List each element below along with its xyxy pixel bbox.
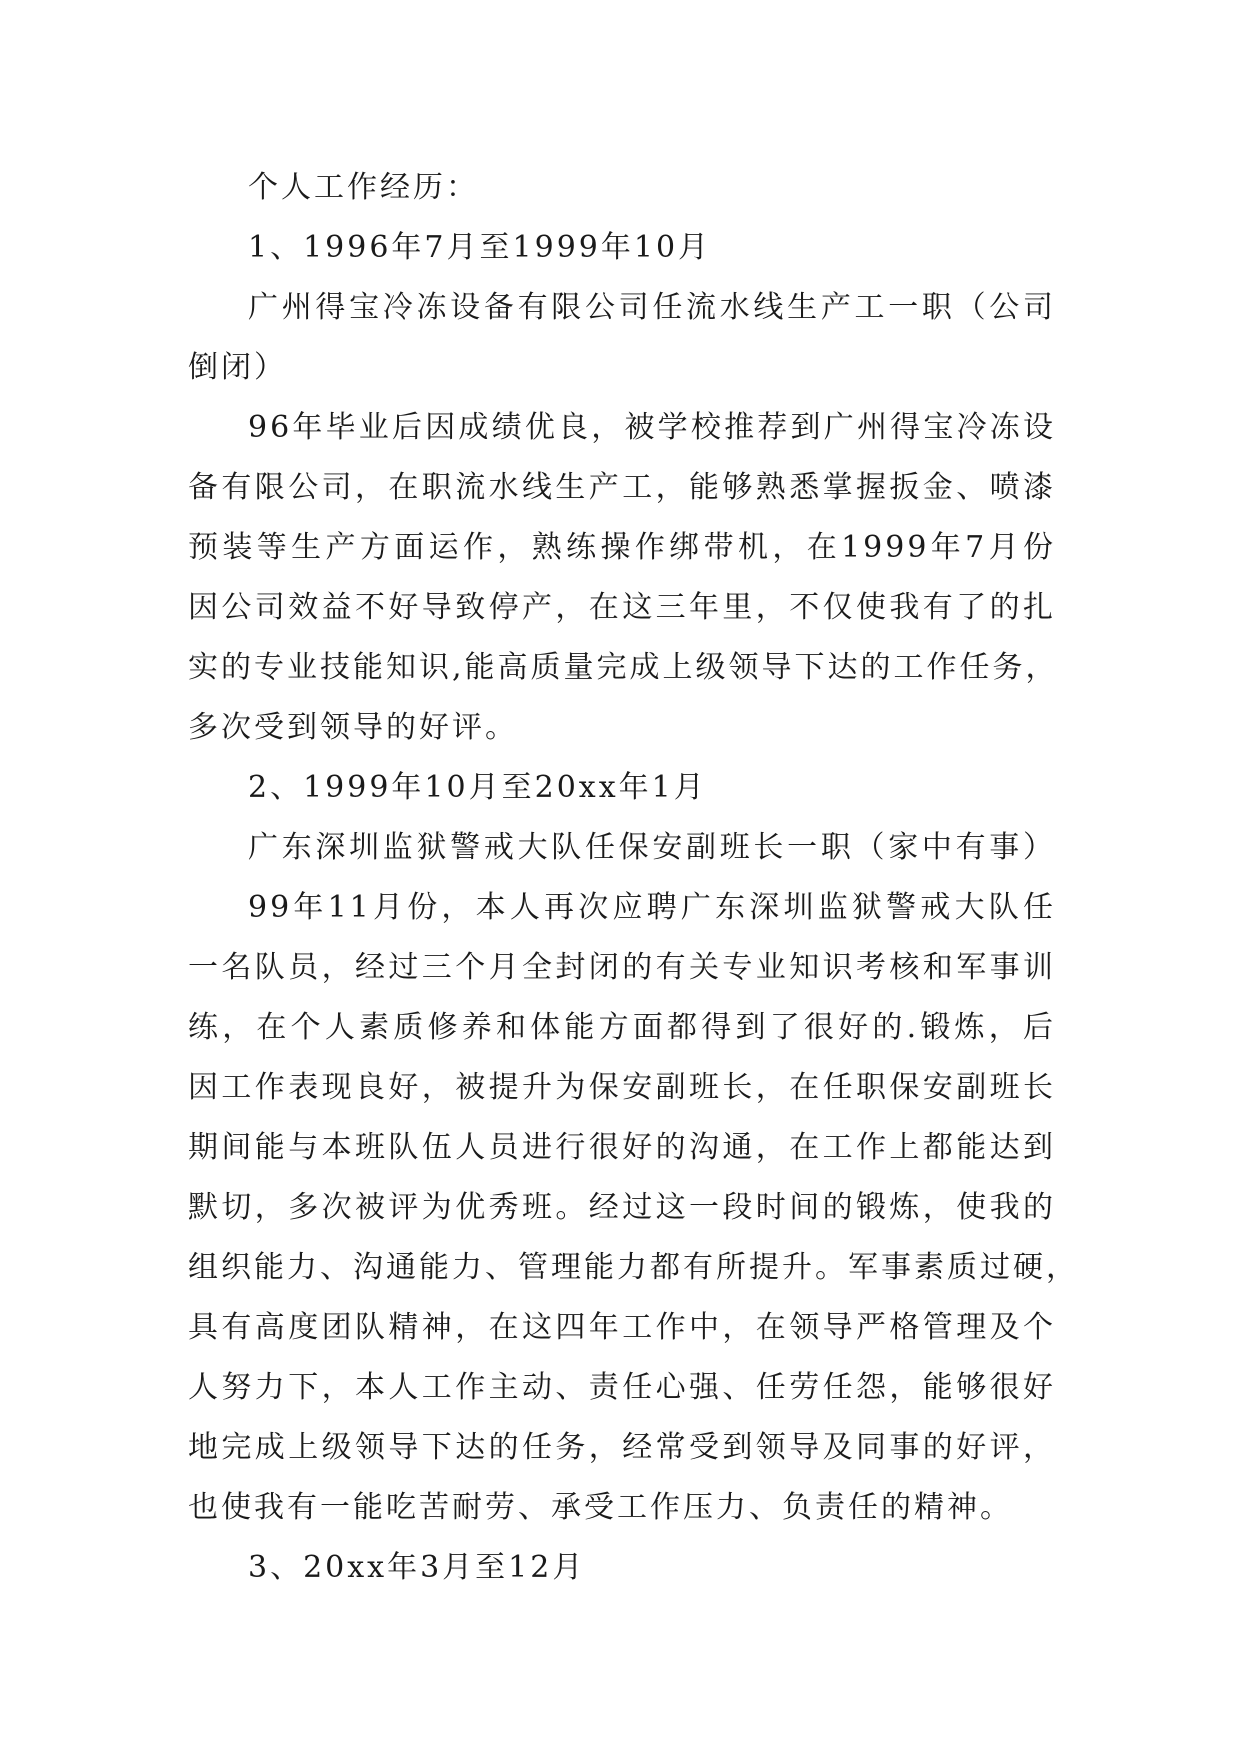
document-body [188, 158, 1079, 1598]
job-description-2-line-3: 练，在个人素质修养和体能方面都得到了很好的.锻炼，后 [188, 1010, 1056, 1045]
job-period-1: 1、1996年7月至1999年10月 [248, 230, 712, 265]
job-description-2-line-8: 具有高度团队精神，在这四年工作中，在领导严格管理及个 [188, 1310, 1056, 1345]
job-description-2-line-6: 默切，多次被评为优秀班。经过这一段时间的锻炼，使我的 [188, 1190, 1056, 1225]
job-description-2-line-11: 也使我有一能吃苦耐劳、承受工作压力、负责任的精神。 [188, 1490, 1013, 1525]
job-title-1-line-1: 广州得宝冷冻设备有限公司任流水线生产工一职（公司 [248, 290, 1056, 325]
job-description-1-line-5: 实的专业技能知识,能高质量完成上级领导下达的工作任务， [188, 650, 1059, 685]
section-heading: 个人工作经历： [248, 170, 479, 205]
job-description-1-line-2: 备有限公司，在职流水线生产工，能够熟悉掌握扳金、喷漆 [188, 470, 1056, 505]
job-period-3: 3、20xx年3月至12月 [248, 1550, 586, 1585]
job-description-1-line-1: 96年毕业后因成绩优良，被学校推荐到广州得宝冷冻设 [248, 410, 1056, 445]
job-description-1-line-6: 多次受到领导的好评。 [188, 710, 518, 745]
job-title-2: 广东深圳监狱警戒大队任保安副班长一职（家中有事） [248, 830, 1056, 865]
job-description-1-line-3: 预装等生产方面运作，熟练操作绑带机，在1999年7月份 [188, 530, 1056, 565]
job-description-2-line-5: 期间能与本班队伍人员进行很好的沟通，在工作上都能达到 [188, 1130, 1056, 1165]
job-description-2-line-7: 组织能力、沟通能力、管理能力都有所提升。军事素质过硬， [188, 1250, 1079, 1285]
job-description-2-line-9: 人努力下，本人工作主动、责任心强、任劳任怨，能够很好 [188, 1370, 1056, 1405]
job-description-1-line-4: 因公司效益不好导致停产，在这三年里，不仅使我有了的扎 [188, 590, 1056, 625]
job-period-2: 2、1999年10月至20xx年1月 [248, 770, 707, 805]
job-description-2-line-10: 地完成上级领导下达的任务，经常受到领导及同事的好评， [188, 1430, 1056, 1465]
job-title-1-line-2: 倒闭） [188, 350, 287, 385]
job-description-2-line-4: 因工作表现良好，被提升为保安副班长，在任职保安副班长 [188, 1070, 1056, 1105]
job-description-2-line-2: 一名队员，经过三个月全封闭的有关专业知识考核和军事训 [188, 950, 1056, 985]
job-description-2-line-1: 99年11月份，本人再次应聘广东深圳监狱警戒大队任 [248, 890, 1056, 925]
